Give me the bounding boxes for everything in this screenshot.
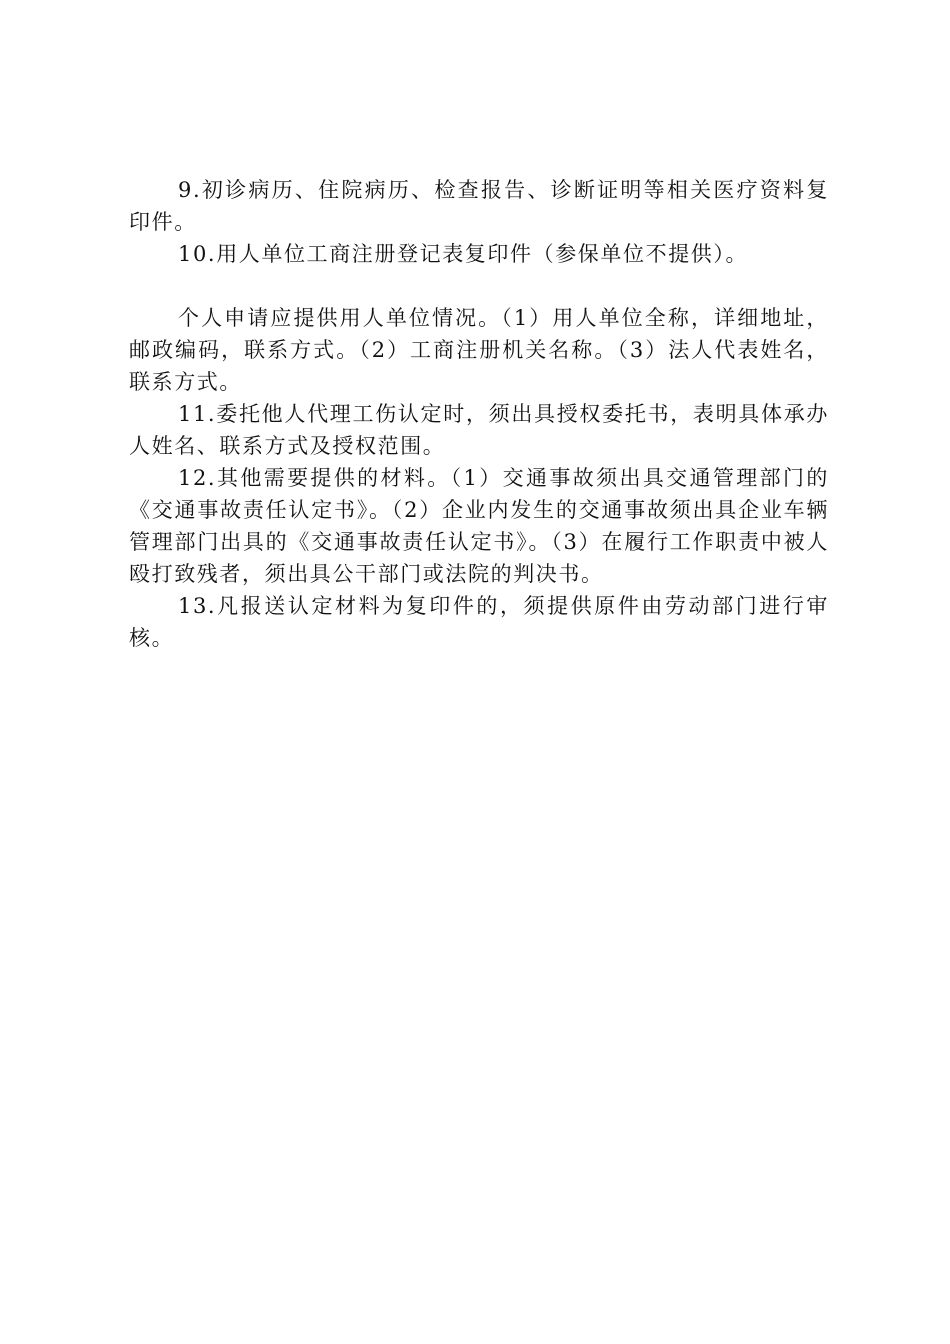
document-body	[129, 174, 829, 654]
paragraph-employer-info: 个人申请应提供用人单位情况。（1）用人单位全称，详细地址，邮政编码，联系方式。（2）工商注册机关名称。（3）法人代表姓名，联系方式。	[129, 306, 829, 394]
paragraph-spacer	[129, 270, 829, 302]
paragraph-item-12: 12.其他需要提供的材料。（1）交通事故须出具交通管理部门的《交通事故责任认定书》。（2）企业内发生的交通事故须出具企业车辆管理部门出具的《交通事故责任认定书》。（3）在履行工作职责中被人殴打致残者，须出具公干部门或法院的判决书。	[129, 466, 829, 586]
paragraph-item-10: 10.用人单位工商注册登记表复印件（参保单位不提供）。	[178, 242, 749, 266]
paragraph-item-11: 11.委托他人代理工伤认定时，须出具授权委托书，表明具体承办人姓名、联系方式及授权范围。	[129, 402, 829, 458]
paragraph-item-9: 9.初诊病历、住院病历、检查报告、诊断证明等相关医疗资料复印件。	[129, 178, 829, 234]
paragraph-item-13: 13.凡报送认定材料为复印件的，须提供原件由劳动部门进行审核。	[129, 594, 829, 650]
